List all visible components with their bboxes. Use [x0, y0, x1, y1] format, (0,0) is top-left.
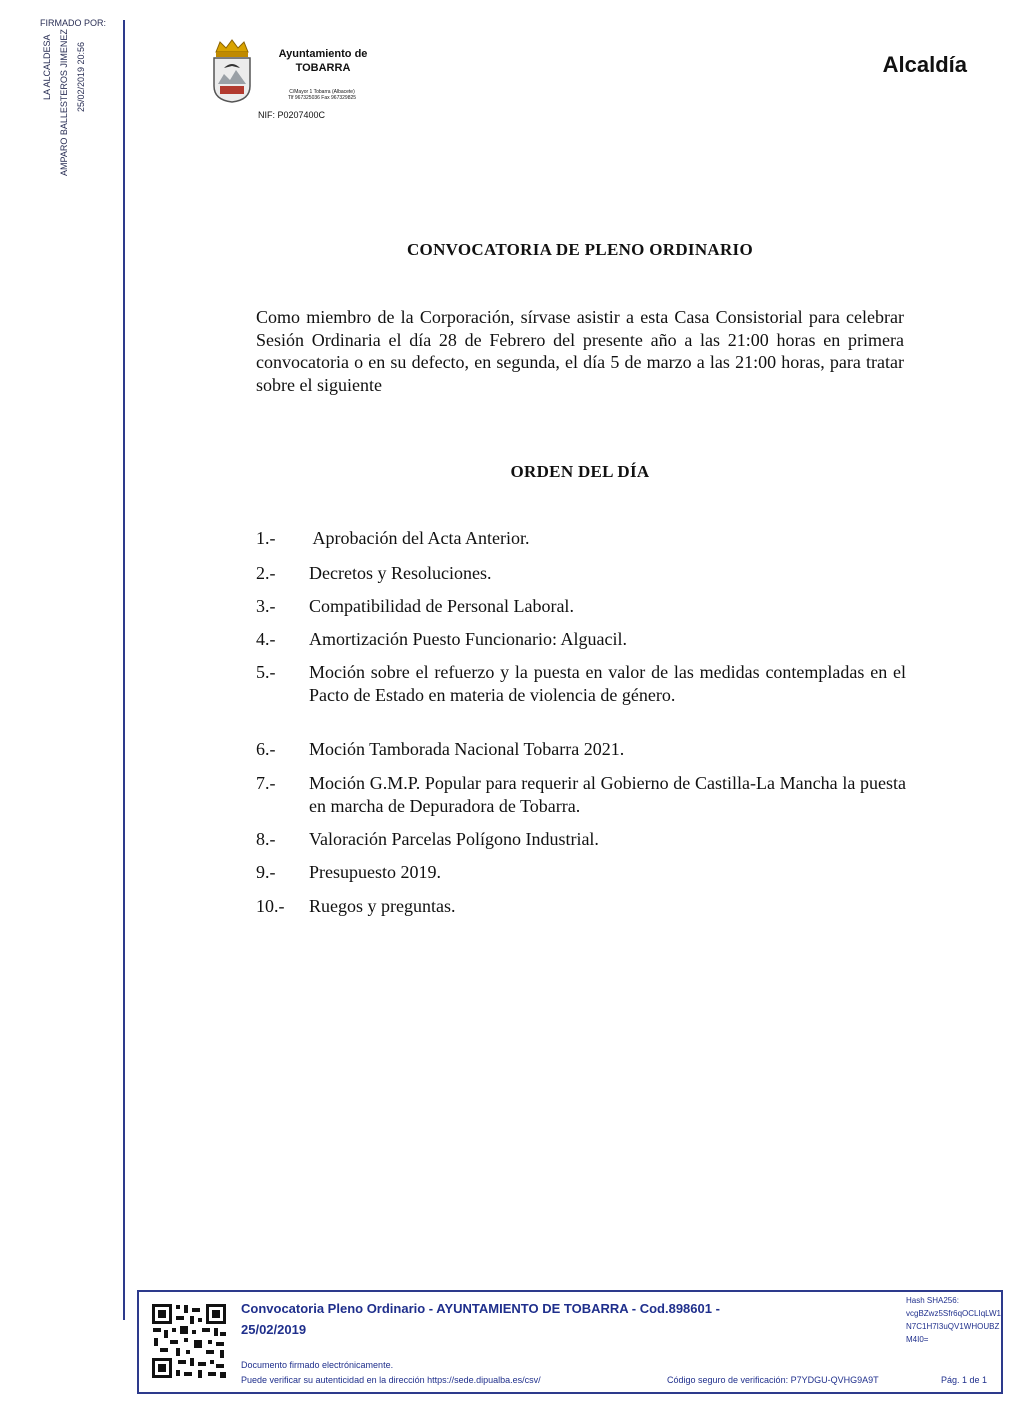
agenda-item — [256, 562, 906, 585]
agenda-item — [256, 861, 906, 884]
agenda-number: 9.- — [256, 862, 276, 882]
agenda-item — [256, 828, 906, 851]
agenda-item — [256, 527, 906, 550]
agenda-number: 8.- — [256, 829, 276, 849]
municipal-crest-logo — [210, 38, 254, 104]
agenda-item — [256, 772, 906, 817]
agenda-number: 3.- — [256, 596, 276, 616]
nif: NIF: P0207400C — [258, 110, 326, 120]
agenda-text: Decretos y Resoluciones. — [309, 563, 492, 583]
footer-title-line2: 25/02/2019 — [241, 1322, 307, 1337]
intro-paragraph: Como miembro de la Corporación, sírvase asistir a esta Casa Consistorial para celebrar Sesión Ordinaria el día 28 de Febrero del presente año a las 21:00 horas en primera convocatoria o en su defecto, en segunda, el día 5 de marzo a las 21:00 horas, para tratar sobre el siguiente — [256, 307, 904, 395]
agenda-number: 6.- — [256, 739, 276, 759]
document-title: CONVOCATORIA DE PLENO ORDINARIO — [406, 240, 753, 259]
agenda-text: Valoración Parcelas Polígono Industrial. — [309, 829, 599, 849]
agenda-text: Moción sobre el refuerzo y la puesta en valor de las medidas contempladas en el Pacto de Estado en materia de violencia de género. — [309, 662, 906, 705]
agenda-item — [256, 738, 906, 761]
signer-name: AMPARO BALLESTEROS JIMENEZ — [59, 29, 69, 176]
address-line1: C/Mayor 1 Tobarra (Albacete) — [289, 89, 355, 95]
agenda-text: Moción G.M.P. Popular para requerir al Gobierno de Castilla-La Mancha la puesta en marcha de Depuradora de Tobarra. — [309, 773, 906, 816]
signed-by-label: FIRMADO POR: — [40, 18, 107, 28]
organization-name-line2: TOBARRA — [295, 62, 351, 74]
agenda-text: Moción Tamborada Nacional Tobarra 2021. — [309, 739, 625, 759]
verify-note: Puede verificar su autenticidad en la dirección https://sede.dipualba.es/csv/ — [241, 1375, 541, 1385]
footer-title — [241, 1298, 861, 1340]
agenda-item — [256, 661, 906, 706]
hash-block — [906, 1294, 1002, 1346]
margin-rule — [123, 20, 125, 1320]
hash-value: vcgBZwz5Sfr6qOCLIqLW1N7C1H7I3uQV1WHOUBZM4I0= — [906, 1309, 1001, 1344]
agenda-item — [256, 628, 906, 651]
agenda-text: Aprobación del Acta Anterior. — [309, 528, 530, 548]
agenda-number: 1.- — [256, 528, 276, 548]
agenda-number: 4.- — [256, 629, 276, 649]
department-name: Alcaldía — [882, 52, 967, 77]
agenda-text: Amortización Puesto Funcionario: Alguacil. — [309, 629, 627, 649]
footer-title-line1: Convocatoria Pleno Ordinario - AYUNTAMIENTO DE TOBARRA - Cod.898601 - — [241, 1301, 720, 1316]
hash-label: Hash SHA256: — [906, 1296, 959, 1305]
agenda-text: Compatibilidad de Personal Laboral. — [309, 596, 574, 616]
page-number: Pág. 1 de 1 — [941, 1375, 988, 1385]
agenda-number: 2.- — [256, 563, 276, 583]
organization-name-line1: Ayuntamiento de — [278, 48, 368, 60]
agenda-item — [256, 595, 906, 618]
organization-address — [272, 89, 372, 101]
agenda-number: 7.- — [256, 773, 276, 793]
agenda-title: ORDEN DEL DÍA — [510, 462, 650, 481]
signature-datetime: 25/02/2019 20:56 — [76, 41, 86, 112]
agenda-number: 5.- — [256, 662, 276, 682]
agenda-item — [256, 895, 906, 918]
csv-code: Código seguro de verificación: P7YDGU-QVHG9A9T — [667, 1375, 879, 1385]
agenda-number: 10.- — [256, 896, 285, 916]
signer-role: LA ALCALDESA — [42, 34, 52, 100]
agenda-text: Ruegos y preguntas. — [309, 896, 456, 916]
signed-note: Documento firmado electrónicamente. — [241, 1360, 394, 1370]
qr-code-icon[interactable] — [150, 1302, 228, 1380]
address-line2: Tlf 967325036 Fax 967329825 — [287, 95, 357, 101]
organization-name — [268, 47, 378, 75]
agenda-text: Presupuesto 2019. — [309, 862, 441, 882]
